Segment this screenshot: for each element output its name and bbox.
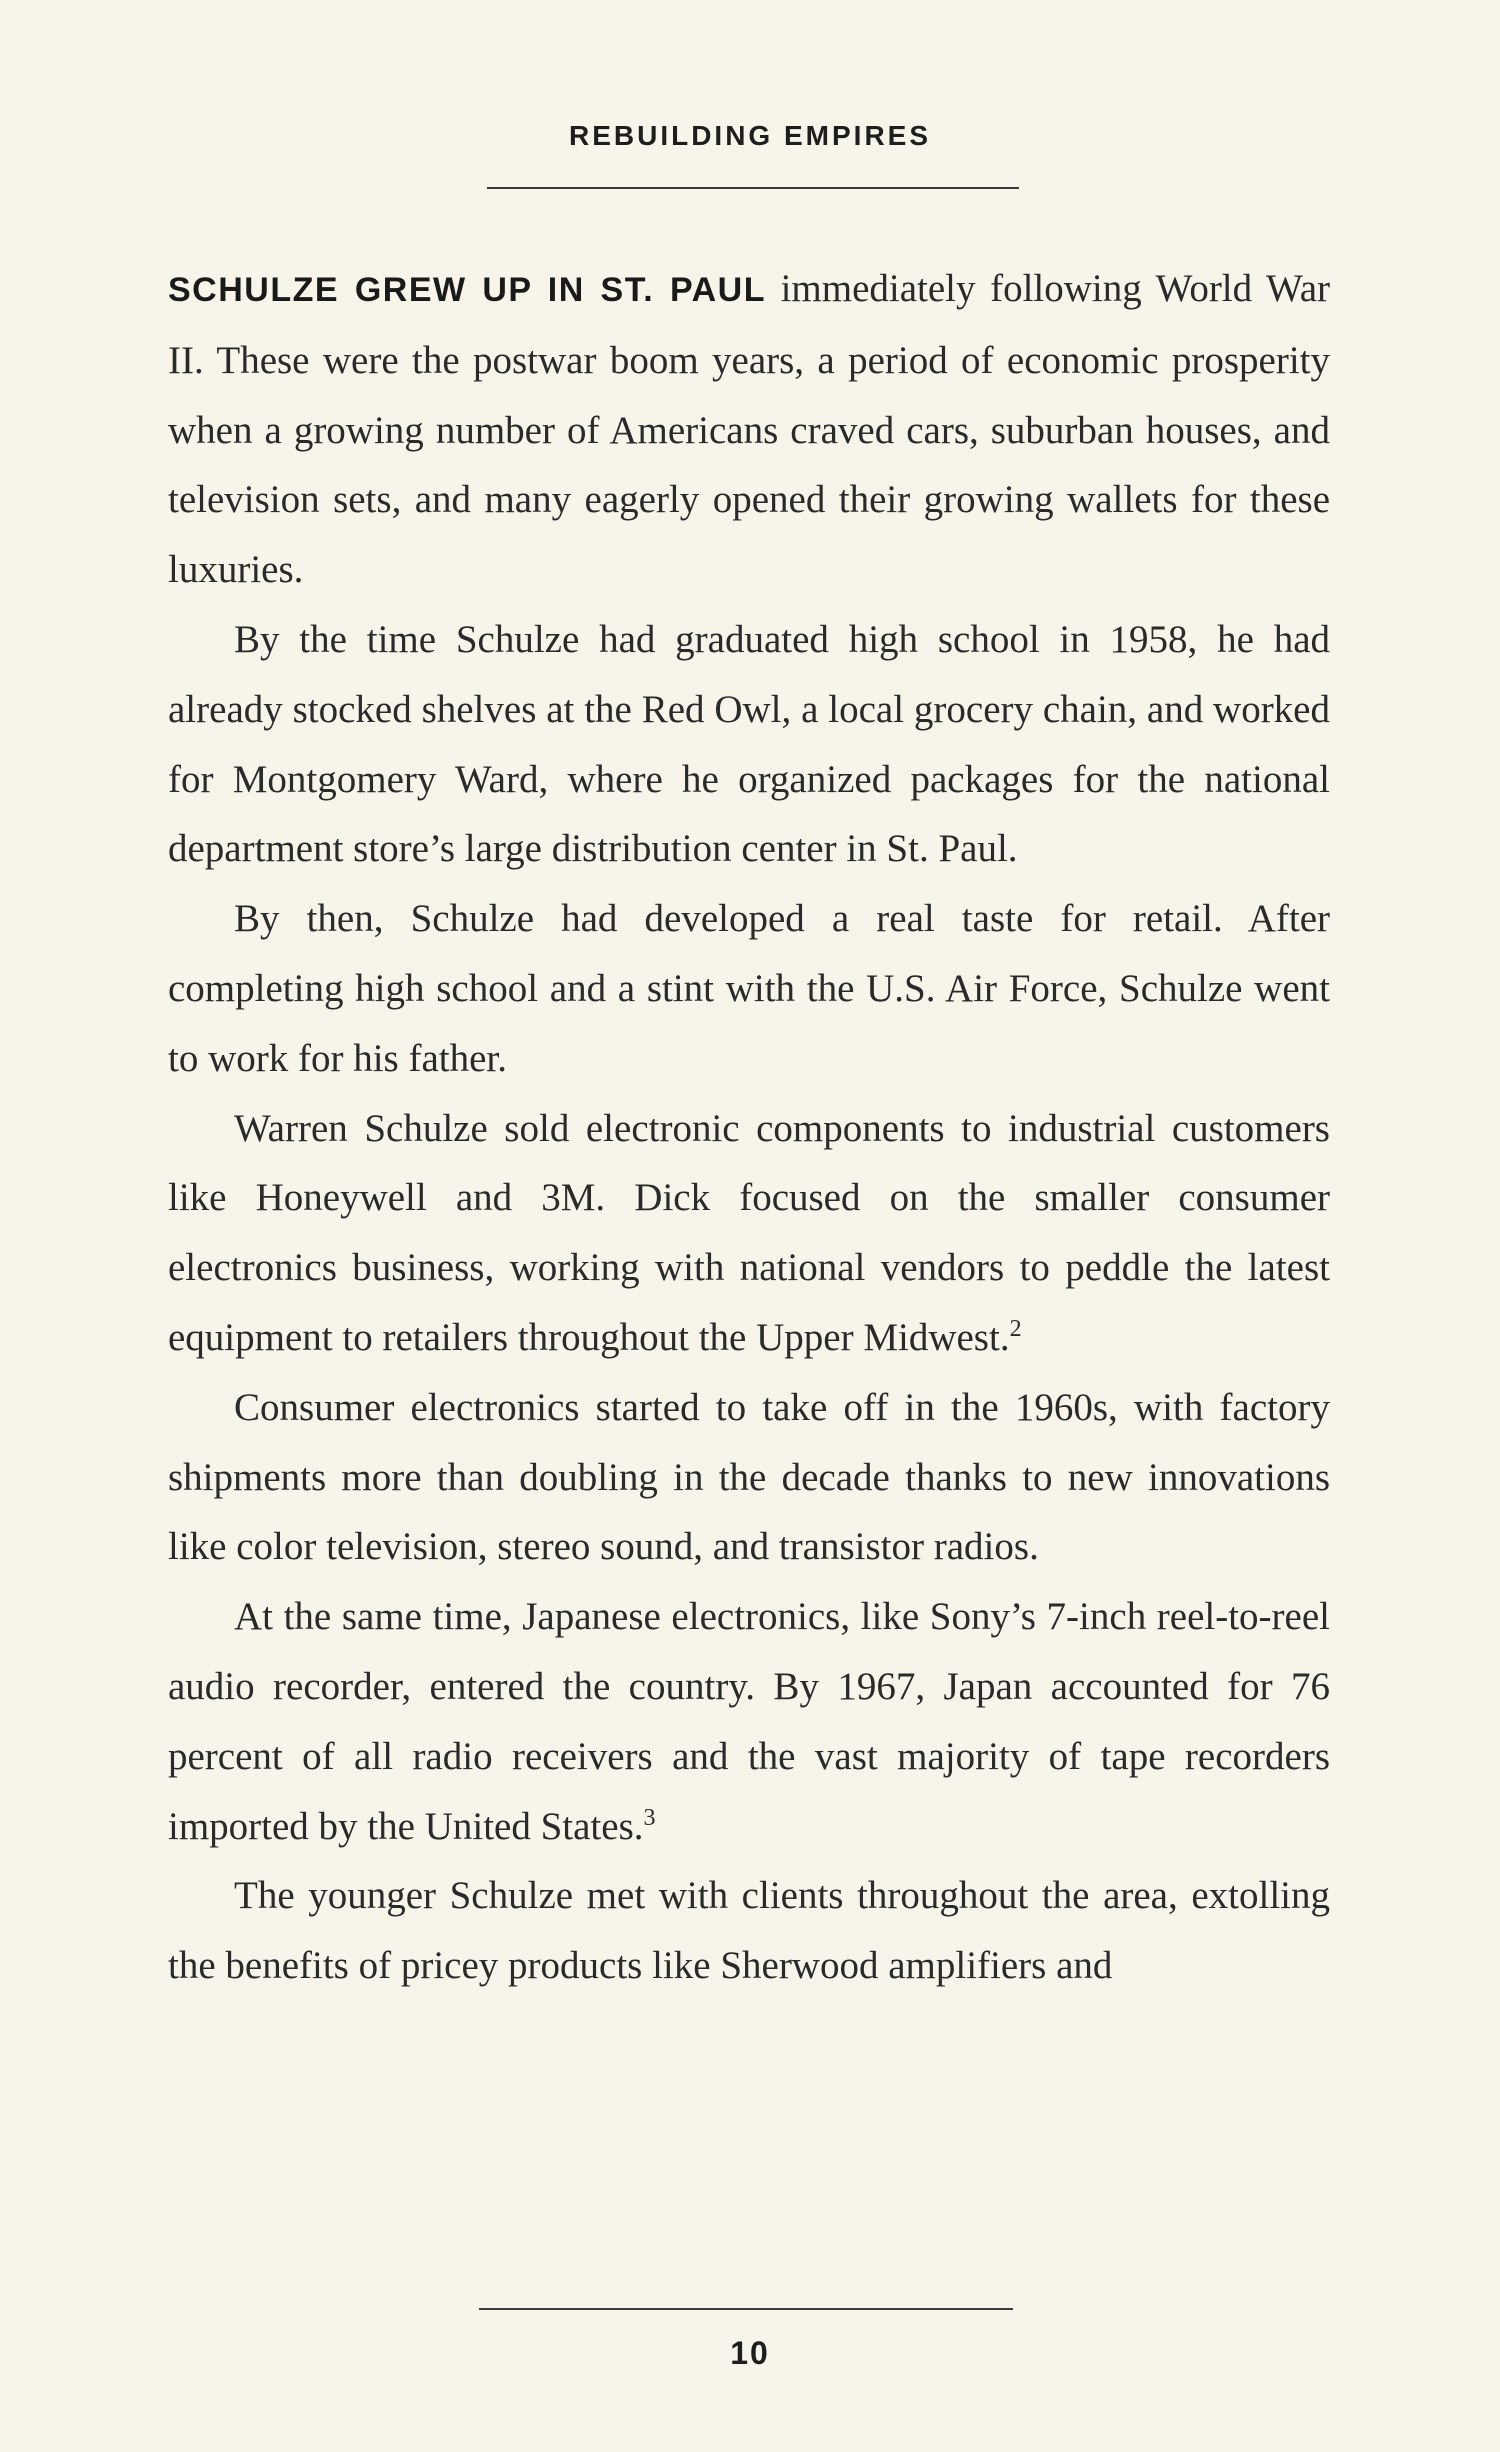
paragraph-3: By then, Schulze had developed a real taste for retail. After completing high school and a stint with the U.S. Air Force, Schulze went to work for his father. — [168, 897, 1330, 1080]
paragraph-6-text: At the same time, Japanese electronics, like Sony’s 7-inch reel-to-reel audio recorder, entered the country. By 1967, Japan accounted for 76 percent of all radio receivers and the vast majority of tape recorders imported by the United States. — [168, 1595, 1330, 1848]
paragraph-1-text: immediately following World War II. These were the postwar boom years, a period of economic prosperity when a growing number of Americans craved cars, suburban houses, and television sets, and many eagerly opened their growing wallets for these luxuries. — [168, 267, 1330, 592]
body-text — [168, 254, 1330, 2001]
paragraph-4 — [168, 1094, 1330, 1373]
paragraph-2: By the time Schulze had graduated high school in 1958, he had already stocked shelves at the Red Owl, a local grocery chain, and worked for Montgomery Ward, where he organized packages for the national department store’s large distribution center in St. Paul. — [168, 617, 1330, 871]
footnote-ref-3: 3 — [643, 1804, 656, 1831]
footnote-ref-2: 2 — [1009, 1315, 1022, 1342]
paragraph-5: Consumer electronics started to take off in the 1960s, with factory shipments more than doubling in the decade thanks to new innovations like color television, stereo sound, and transistor radios. — [168, 1385, 1330, 1569]
running-head: REBUILDING EMPIRES — [568, 120, 932, 151]
header-rule — [487, 187, 1019, 189]
lead-in: SCHULZE GREW UP IN ST. PAUL — [168, 271, 766, 309]
paragraph-4-text: Warren Schulze sold electronic components to industrial customers like Honeywell and 3M. Dick focused on the smaller consumer electronics business, working with national vendors to peddle the latest equipment to retailers throughout the Upper Midwest. — [168, 1106, 1330, 1359]
page-number: 10 — [730, 2335, 770, 2371]
paragraph-7: The younger Schulze met with clients throughout the area, extolling the benefits of pricey products like Sherwood amplifiers and — [168, 1874, 1330, 1988]
paragraph-1 — [168, 254, 1330, 605]
paragraph-6 — [168, 1582, 1330, 1861]
footer-rule — [479, 2308, 1013, 2310]
